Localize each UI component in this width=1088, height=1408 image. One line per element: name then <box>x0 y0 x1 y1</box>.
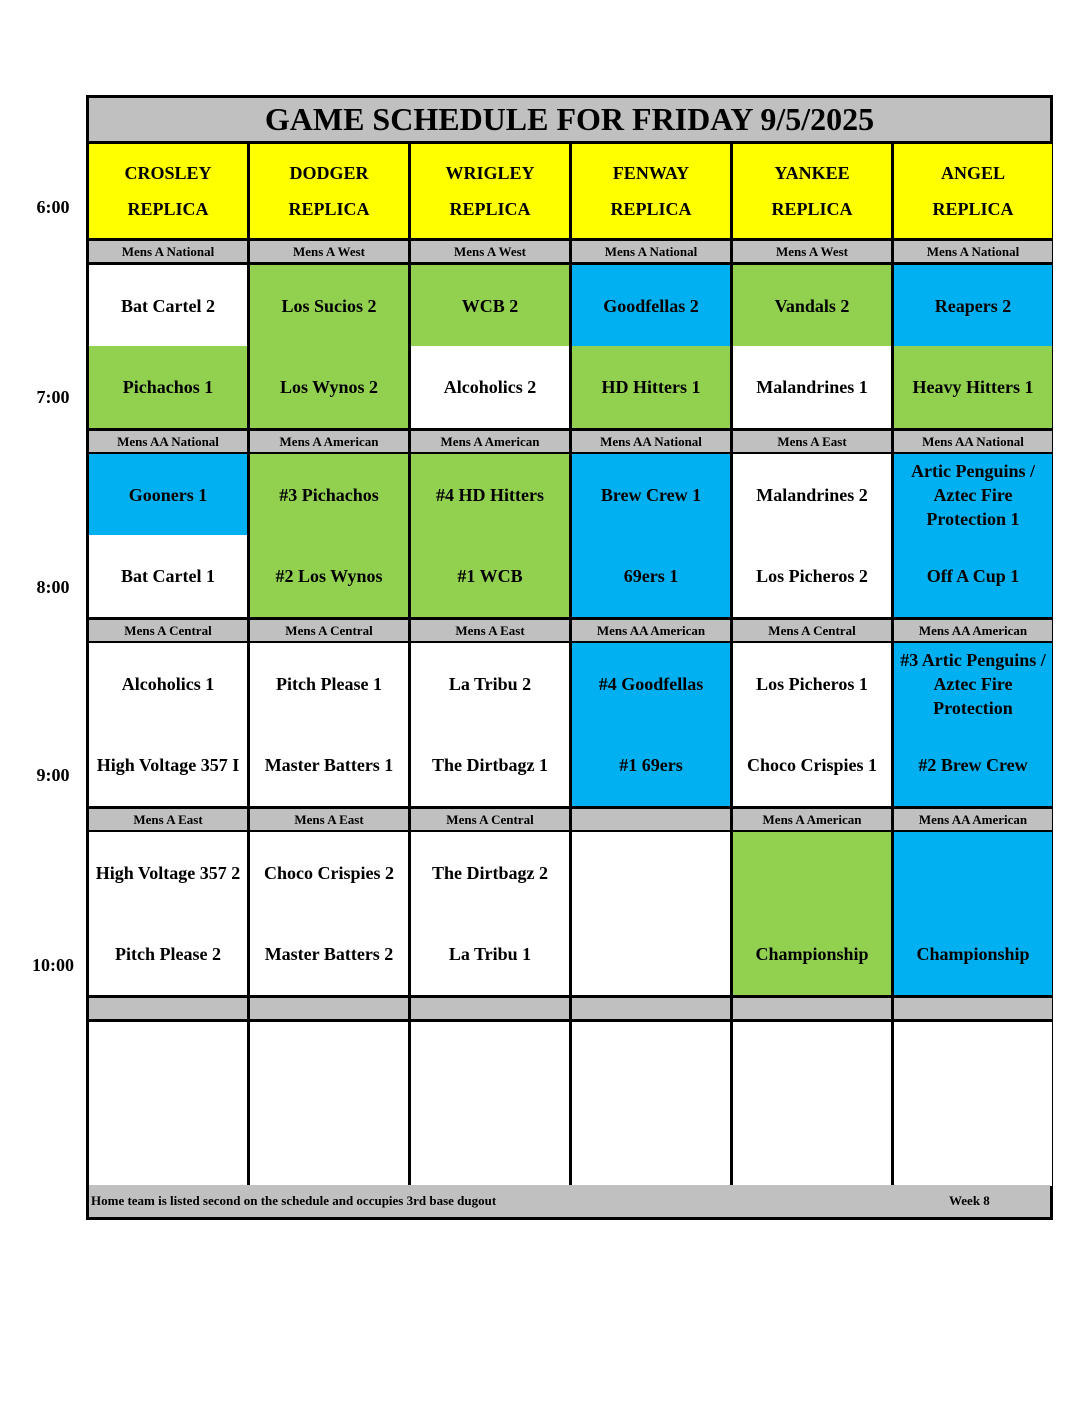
away-team: Vandals 2 <box>733 265 891 346</box>
field-header <box>250 144 408 238</box>
away-team: Pitch Please 1 <box>250 643 408 724</box>
away-team: Choco Crispies 2 <box>250 832 408 913</box>
field-name: DODGER <box>289 163 369 183</box>
time-label: 8:00 <box>36 577 70 597</box>
away-team: #4 HD Hitters <box>411 454 569 535</box>
division-label: Mens AA National <box>89 431 247 452</box>
division-label: Mens A East <box>250 809 408 830</box>
away-team <box>572 1022 730 1104</box>
away-team: Goodfellas 2 <box>572 265 730 346</box>
division-label: Mens A East <box>733 431 891 452</box>
away-team: Los Sucios 2 <box>250 265 408 346</box>
division-label: Mens A Central <box>250 620 408 641</box>
home-team: #2 Los Wynos <box>250 535 408 617</box>
division-label <box>733 998 891 1019</box>
away-team: The Dirtbagz 2 <box>411 832 569 913</box>
field-sub: REPLICA <box>288 199 370 219</box>
division-label: Mens A National <box>572 241 730 262</box>
home-team <box>250 1104 408 1186</box>
schedule-title: GAME SCHEDULE FOR FRIDAY 9/5/2025 <box>89 98 1050 141</box>
away-team <box>411 1022 569 1104</box>
away-team: Bat Cartel 2 <box>89 265 247 346</box>
home-team: Los Picheros 2 <box>733 535 891 617</box>
away-team: Artic Penguins / Aztec Fire Protection 1 <box>894 454 1052 535</box>
away-team: Alcoholics 1 <box>89 643 247 724</box>
field-name: FENWAY <box>612 163 690 183</box>
away-team: High Voltage 357 2 <box>89 832 247 913</box>
field-header <box>733 144 891 238</box>
away-team <box>894 832 1052 913</box>
division-label: Mens A Central <box>733 620 891 641</box>
home-team: #1 69ers <box>572 724 730 806</box>
away-team: #4 Goodfellas <box>572 643 730 724</box>
division-label <box>89 998 247 1019</box>
field-sub: REPLICA <box>127 199 209 219</box>
home-team <box>894 1104 1052 1186</box>
division-label: Mens A West <box>733 241 891 262</box>
field-name: CROSLEY <box>124 163 212 183</box>
home-team: Championship <box>894 913 1052 995</box>
home-team: 69ers 1 <box>572 535 730 617</box>
division-label: Mens A National <box>89 241 247 262</box>
field-sub: REPLICA <box>449 199 531 219</box>
home-team: Master Batters 2 <box>250 913 408 995</box>
home-team <box>733 1104 891 1186</box>
schedule-footer <box>89 1185 1050 1217</box>
home-team <box>411 1104 569 1186</box>
time-label: 6:00 <box>36 197 70 217</box>
away-team <box>733 832 891 913</box>
home-team: Pitch Please 2 <box>89 913 247 995</box>
division-label <box>250 998 408 1019</box>
division-label: Mens A American <box>411 431 569 452</box>
field-sub: REPLICA <box>610 199 692 219</box>
division-label: Mens A Central <box>411 809 569 830</box>
field-header <box>894 144 1052 238</box>
home-team: Championship <box>733 913 891 995</box>
division-label: Mens A East <box>411 620 569 641</box>
home-team: Alcoholics 2 <box>411 346 569 428</box>
home-team <box>572 913 730 995</box>
away-team: WCB 2 <box>411 265 569 346</box>
division-label: Mens AA American <box>894 809 1052 830</box>
away-team <box>894 1022 1052 1104</box>
field-header <box>572 144 730 238</box>
home-team: High Voltage 357 I <box>89 724 247 806</box>
field-name: ANGEL <box>940 163 1005 183</box>
division-label: Mens A Central <box>89 620 247 641</box>
home-team: La Tribu 1 <box>411 913 569 995</box>
away-team: Gooners 1 <box>89 454 247 535</box>
division-label: Mens A West <box>411 241 569 262</box>
field-name: WRIGLEY <box>445 163 535 183</box>
home-team: Bat Cartel 1 <box>89 535 247 617</box>
home-team: The Dirtbagz 1 <box>411 724 569 806</box>
division-label: Mens AA National <box>894 431 1052 452</box>
away-team <box>572 832 730 913</box>
time-label: 10:00 <box>32 955 74 975</box>
home-team: Off A Cup 1 <box>894 535 1052 617</box>
home-team: Los Wynos 2 <box>250 346 408 428</box>
field-sub: REPLICA <box>932 199 1014 219</box>
time-label: 7:00 <box>36 387 70 407</box>
away-team: Brew Crew 1 <box>572 454 730 535</box>
home-team: Malandrines 1 <box>733 346 891 428</box>
time-label: 9:00 <box>36 765 70 785</box>
division-label <box>894 998 1052 1019</box>
home-team: HD Hitters 1 <box>572 346 730 428</box>
home-team-note: Home team is listed second on the schedule and occupies 3rd base dugout <box>91 1193 497 1208</box>
home-team: Master Batters 1 <box>250 724 408 806</box>
away-team: Reapers 2 <box>894 265 1052 346</box>
division-label: Mens A American <box>250 431 408 452</box>
home-team <box>572 1104 730 1186</box>
home-team <box>89 1104 247 1186</box>
division-label: Mens A American <box>733 809 891 830</box>
field-name: YANKEE <box>774 163 850 183</box>
away-team <box>89 1022 247 1104</box>
game-schedule-table <box>86 95 1053 1220</box>
division-label <box>572 998 730 1019</box>
away-team: Los Picheros 1 <box>733 643 891 724</box>
division-label: Mens A National <box>894 241 1052 262</box>
home-team: Heavy Hitters 1 <box>894 346 1052 428</box>
home-team: #1 WCB <box>411 535 569 617</box>
away-team: #3 Pichachos <box>250 454 408 535</box>
home-team: Choco Crispies 1 <box>733 724 891 806</box>
division-label: Mens A East <box>89 809 247 830</box>
division-label <box>411 998 569 1019</box>
away-team: #3 Artic Penguins / Aztec Fire Protection <box>894 643 1052 724</box>
away-team: Malandrines 2 <box>733 454 891 535</box>
division-label <box>572 809 730 830</box>
field-header <box>89 144 247 238</box>
division-label: Mens AA National <box>572 431 730 452</box>
away-team <box>733 1022 891 1104</box>
away-team: La Tribu 2 <box>411 643 569 724</box>
field-header <box>411 144 569 238</box>
division-label: Mens AA American <box>894 620 1052 641</box>
field-sub: REPLICA <box>771 199 853 219</box>
week-label: Week 8 <box>949 1193 990 1208</box>
home-team: #2 Brew Crew <box>894 724 1052 806</box>
division-label: Mens A West <box>250 241 408 262</box>
division-label: Mens AA American <box>572 620 730 641</box>
home-team: Pichachos 1 <box>89 346 247 428</box>
away-team <box>250 1022 408 1104</box>
